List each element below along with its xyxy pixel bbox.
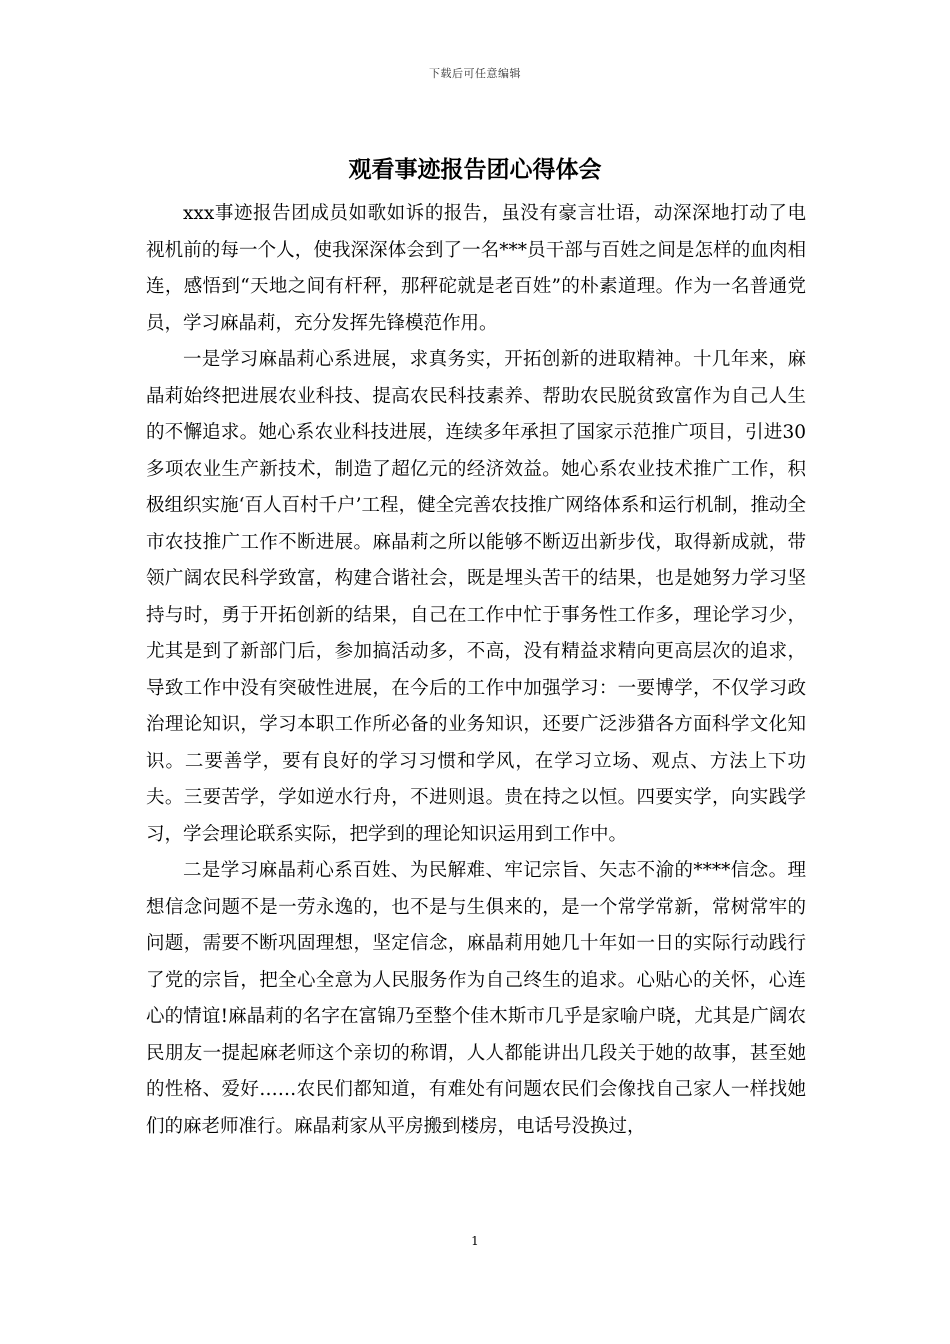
paragraph-intro: xxx事迹报告团成员如歌如诉的报告，虽没有豪言壮语，动深深地打动了电视机前的每一个人，使我深深体会到了一名***员干部与百姓之间是怎样的血肉相连，感悟到“天地之间有杆秤，那秤砣就是老百姓”的朴素道理。作为一名普通党员，学习麻晶莉，充分发挥先锋模范作用。 <box>146 203 806 334</box>
document-title: 观看事迹报告团心得体会 <box>348 156 602 183</box>
paragraph-point-one: 一是学习麻晶莉心系进展，求真务实，开拓创新的进取精神。十几年来，麻晶莉始终把进展农业科技、提高农民科技素养、帮助农民脱贫致富作为自己人生的不懈追求。她心系农业科技进展，连续多年承担了国家示范推广项目，引进30多项农业生产新技术，制造了超亿元的经济效益。她心系农业技术推广工作，积极组织实施‘百人百村千户’工程，健全完善农技推广网络体系和运行机制，推动全市农技推广工作不断进展。麻晶莉之所以能够不断迈出新步伐，取得新成就，带领广阔农民科学致富，构建合谐社会，既是埋头苦干的结果，也是她努力学习坚持与时，勇于开拓创新的结果，自己在工作中忙于事务性工作多，理论学习少，尤其是到了新部门后，参加搞活动多，不高，没有精益求精向更高层次的追求，导致工作中没有突破性进展，在今后的工作中加强学习：一要博学，不仅学习政治理论知识，学习本职工作所必备的业务知识，还要广泛涉猎各方面科学文化知识。二要善学，要有良好的学习习惯和学风，在学习立场、观点、方法上下功夫。三要苦学，学如逆水行舟，不进则退。贵在持之以恒。四要实学，向实践学习，学会理论联系实际，把学到的理论知识运用到工作中。 <box>146 349 806 845</box>
document-body <box>146 196 806 1145</box>
paragraph-point-two: 二是学习麻晶莉心系百姓、为民解难、牢记宗旨、矢志不渝的****信念。理想信念问题不是一劳永逸的，也不是与生俱来的，是一个常学常新，常树常牢的问题，需要不断巩固理想，坚定信念，麻晶莉用她几十年如一日的实际行动践行了党的宗旨，把全心全意为人民服务作为自己终生的追求。心贴心的关怀，心连心的情谊!麻晶莉的名字在富锦乃至整个佳木斯市几乎是家喻户晓，尤其是广阔农民朋友一提起麻老师这个亲切的称谓，人人都能讲出几段关于她的故事，甚至她的性格、爱好……农民们都知道，有难处有问题农民们会像找自己家人一样找她们的麻老师准行。麻晶莉家从平房搬到楼房，电话号没换过， <box>146 860 807 1137</box>
header-note: 下载后可任意编辑 <box>429 67 521 80</box>
page-number: 1 <box>471 1234 479 1248</box>
